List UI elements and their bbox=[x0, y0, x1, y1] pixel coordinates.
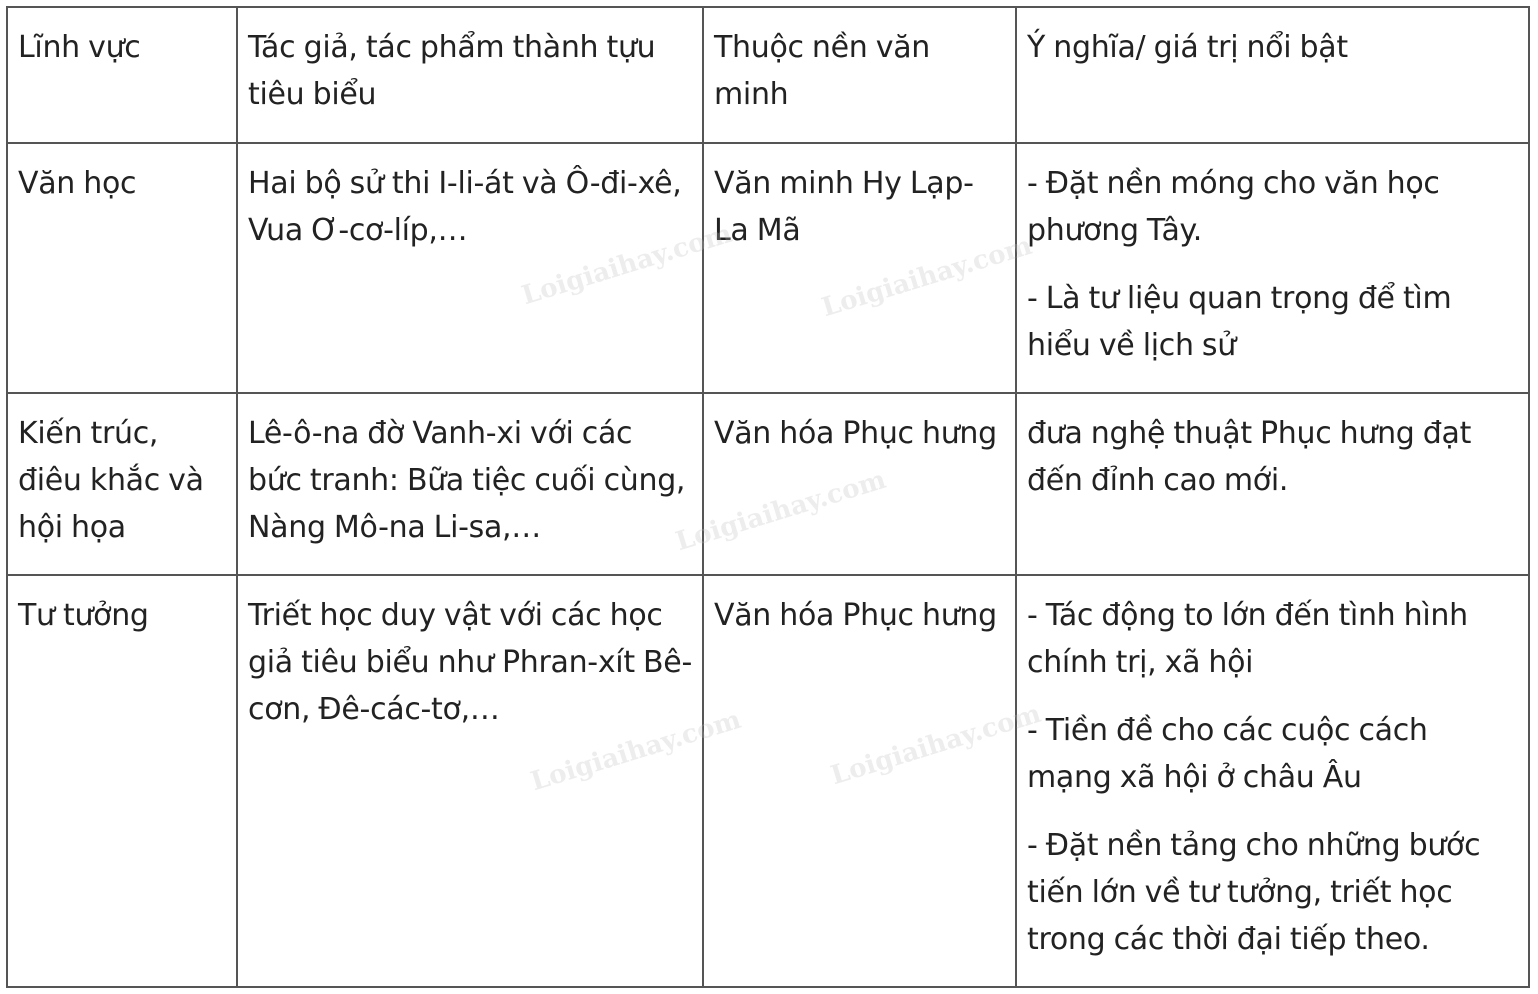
cell-civilization: Văn minh Hy Lạp-La Mã bbox=[703, 143, 1016, 393]
cell-works: Triết học duy vật với các học giả tiêu biểu như Phran-xít Bê-cơn, Đê-các-tơ,… bbox=[237, 575, 703, 987]
significance-point: đưa nghệ thuật Phục hưng đạt đến đỉnh cao mới. bbox=[1027, 416, 1472, 498]
table-header-row bbox=[7, 7, 1529, 143]
significance-point: - Tác động to lớn đến tình hình chính trị, xã hội bbox=[1027, 598, 1468, 680]
watermark: Loigiaihay.com bbox=[672, 464, 890, 558]
cell-works: Lê-ô-na đờ Vanh-xi với các bức tranh: Bữa tiệc cuối cùng, Nàng Mô-na Li-sa,… bbox=[237, 393, 703, 575]
watermark: Loigiaihay.com bbox=[818, 230, 1036, 324]
cell-significance bbox=[1016, 575, 1529, 987]
cell-works: Hai bộ sử thi I-li-át và Ô-đi-xê, Vua Ơ-cơ-líp,… bbox=[237, 143, 703, 393]
watermark: Loigiaihay.com bbox=[827, 698, 1045, 792]
significance-point: - Đặt nền móng cho văn học phương Tây. bbox=[1027, 166, 1440, 248]
header-cell-field: Lĩnh vực bbox=[7, 7, 237, 143]
significance-point: - Tiền đề cho các cuộc cách mạng xã hội ở châu Âu bbox=[1027, 713, 1428, 795]
header-cell-significance: Ý nghĩa/ giá trị nổi bật bbox=[1016, 7, 1529, 143]
cell-field: Văn học bbox=[7, 143, 237, 393]
cell-significance bbox=[1016, 393, 1529, 575]
cell-civilization: Văn hóa Phục hưng bbox=[703, 393, 1016, 575]
header-cell-civilization: Thuộc nền văn minh bbox=[703, 7, 1016, 143]
table-row bbox=[7, 393, 1529, 575]
table-row bbox=[7, 575, 1529, 987]
watermark: Loigiaihay.com bbox=[527, 704, 745, 798]
watermark: Loigiaihay.com bbox=[518, 218, 736, 312]
header-cell-works: Tác giả, tác phẩm thành tựu tiêu biểu bbox=[237, 7, 703, 143]
comparison-table bbox=[6, 6, 1530, 988]
table-row bbox=[7, 143, 1529, 393]
cell-field: Kiến trúc, điêu khắc và hội họa bbox=[7, 393, 237, 575]
significance-point: - Là tư liệu quan trọng để tìm hiểu về lịch sử bbox=[1027, 281, 1452, 363]
cell-civilization: Văn hóa Phục hưng bbox=[703, 575, 1016, 987]
cell-significance bbox=[1016, 143, 1529, 393]
significance-point: - Đặt nền tảng cho những bước tiến lớn về tư tưởng, triết học trong các thời đại tiếp theo. bbox=[1027, 828, 1481, 957]
cell-field: Tư tưởng bbox=[7, 575, 237, 987]
